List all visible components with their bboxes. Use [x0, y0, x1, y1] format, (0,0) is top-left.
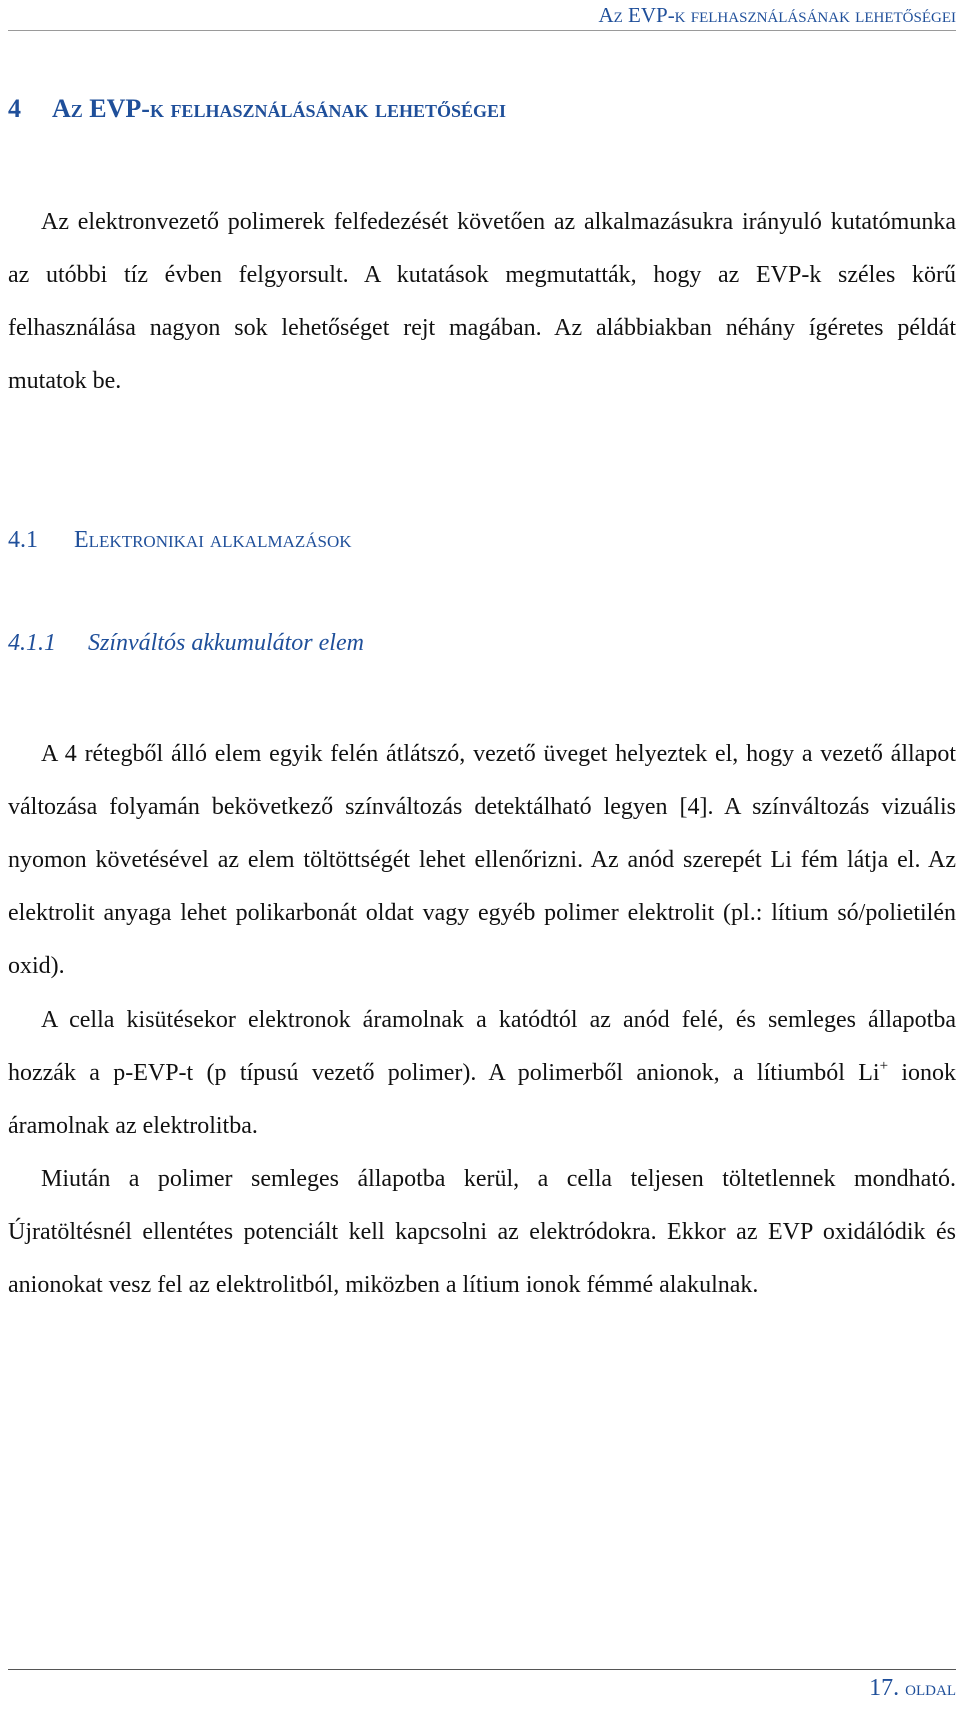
section-title: Elektronikai alkalmazások: [74, 527, 352, 553]
chapter-title: Az EVP-k felhasználásának lehetőségei: [52, 94, 507, 123]
running-header-title: Az EVP-k felhasználásának lehetőségei: [598, 3, 956, 27]
chapter-heading: [8, 94, 506, 124]
page-number: 17.: [869, 1675, 900, 1701]
body-paragraph-recharge: Miután a polimer semleges állapotba kerül, a cella teljesen töltetlennek mondható. Újratöltésnél ellentétes potenciált kell kapcsolni az elektródokra. Ekkor az EVP oxidálódik és anionokat vesz fel az elektrolitból, miközben a lítium ionok fémmé alakulnak.: [8, 1166, 956, 1298]
body-paragraph-cell-structure: A 4 rétegből álló elem egyik felén átlátszó, vezető üveget helyeztek el, hogy a vezető állapot változása folyamán bekövetkező színváltozás detektálható legyen [4]. A színváltozás vizuális nyomon követésével az elem töltöttségét lehet ellenőrizni. Az anód szerepét Li fém látja el. Az elektrolit anyaga lehet polikarbonát oldat vagy egyéb polimer elektrolit (pl.: lítium só/polietilén oxid).: [8, 741, 956, 979]
footer-divider: [8, 1669, 956, 1670]
page-label: oldal: [905, 1676, 956, 1700]
chapter-number: 4: [8, 94, 21, 123]
subsection-number: 4.1.1: [8, 630, 56, 656]
subsection-title: Színváltós akkumulátor elem: [88, 630, 364, 656]
page-footer: [869, 1675, 956, 1702]
discharge-text-end: ionok áramolnak az elektrolitba.: [8, 1060, 957, 1139]
section-heading: [8, 527, 352, 554]
intro-paragraph: Az elektronvezető polimerek felfedezését követően az alkalmazásukra irányuló kutatómunka az utóbbi tíz évben felgyorsult. A kutatások megmutatták, hogy az EVP-k széles körű felhasználása nagyon sok lehetőséget rejt magában. Az alábbiakban néhány ígéretes példát mutatok be.: [8, 209, 956, 394]
running-header: [8, 0, 956, 31]
subsection-heading: [8, 630, 364, 657]
charge-superscript: +: [879, 1058, 889, 1074]
body-paragraph-discharge: [8, 994, 956, 1153]
section-number: 4.1: [8, 527, 38, 553]
discharge-text: A cella kisütésekor elektronok áramolnak a katódtól az anód felé, és semleges állapotba hozzák a p-EVP-t (p típusú vezető polimer). A polimerből anionok, a lítiumból Li: [8, 1007, 956, 1086]
